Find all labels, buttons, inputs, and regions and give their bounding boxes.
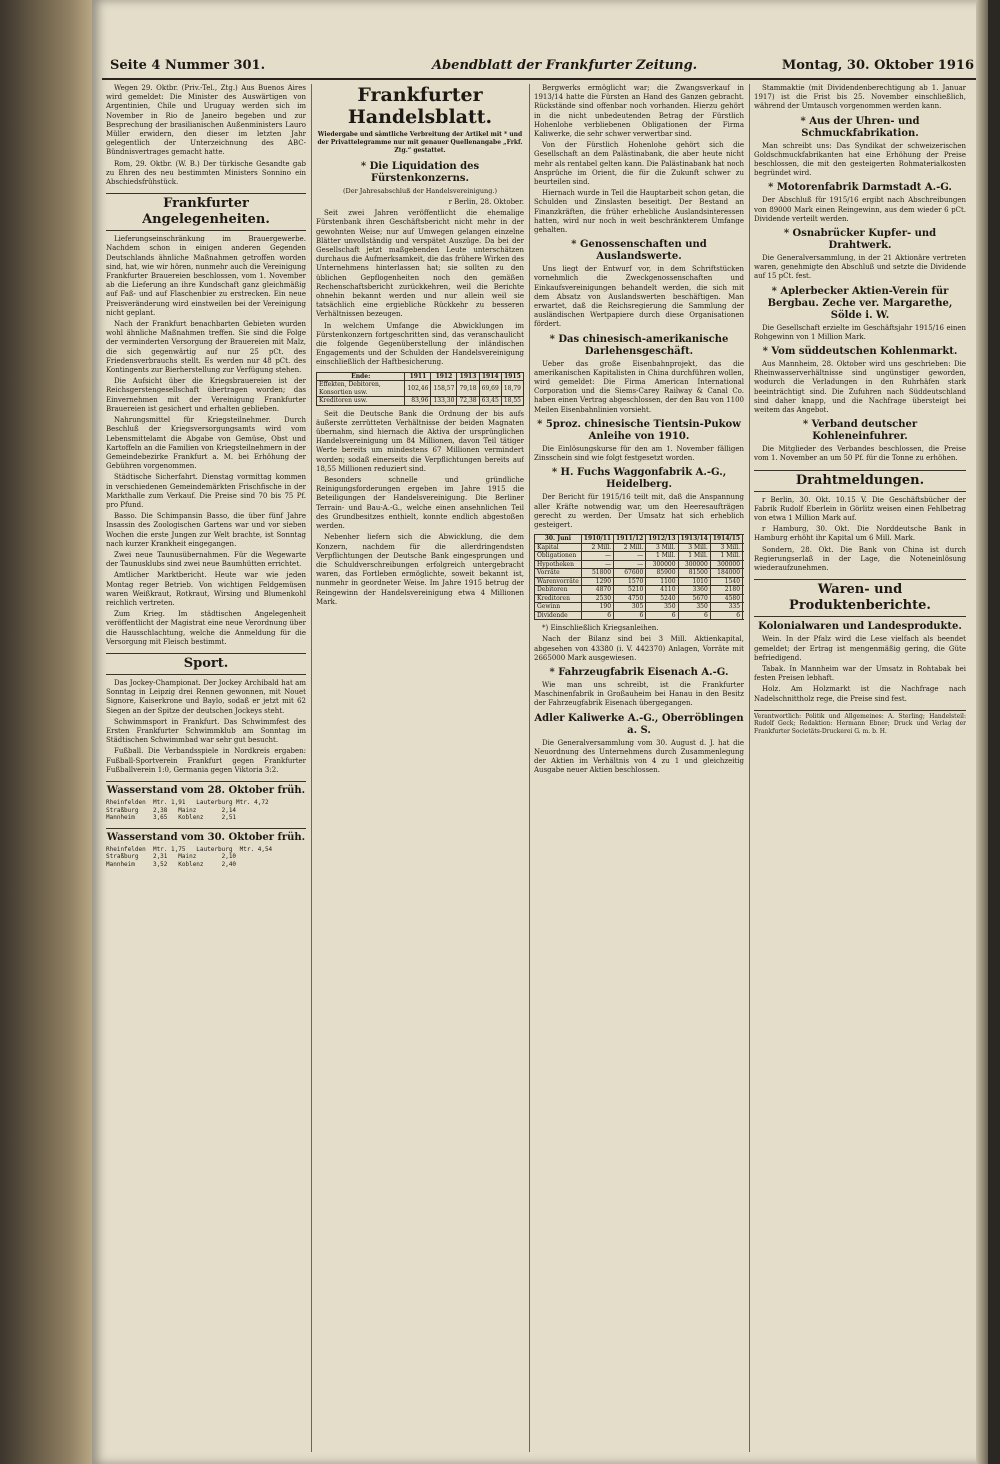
table-cell: 63,45 xyxy=(479,397,501,406)
table-row xyxy=(535,552,745,561)
article-heading: * Aplerbecker Aktien-Verein für Bergbau. Zeche ver. Margarethe, Sölde i. W. xyxy=(767,285,953,321)
article-heading: * Fahrzeugfabrik Eisenach A.-G. xyxy=(549,666,729,678)
table-cell: 5210 xyxy=(614,586,646,595)
table-cell: 2 Mill. xyxy=(614,543,646,552)
water-level-heading: Wasserstand vom 30. Oktober früh. xyxy=(106,828,306,844)
paragraph: r Berlin, 30. Okt. 10.15 V. Die Geschäftsbücher der Fabrik Rudolf Eberlein in Görlitz weisen einen Fehlbetrag von etwa 1 Million Mark auf. xyxy=(754,495,966,523)
page-edge xyxy=(976,0,988,1464)
paragraph: Ueber das große Eisenbahnprojekt, das die amerikanischen Kapitalisten in China durchführen wollen, wird gemeldet: Die Firma American International Corporation und die Siems-Carey Railway & Canal Co. haben einen Vertrag abgeschlossen, der den Bau von 1100 Meilen Eisenbahnlinien vorsieht. xyxy=(534,359,744,414)
table-cell: 3 Mill. xyxy=(646,543,678,552)
paragraph: Die Generalversammlung vom 30. August d. J. hat die Neuordnung des Unternehmens durch Zusammenlegung der Aktien im Verhältnis von 4 zu 1 und gleichzeitig Ausgabe neuer Aktien beschlossen. xyxy=(534,738,744,775)
paragraph: Seit zwei Jahren veröffentlicht die ehemalige Fürstenbank ihren Geschäftsbericht nicht mehr in der gewohnten Weise; nur auf Umwegen gelangen einzelne Blätter unvollständig und verspätet Auszüge. Da bei der Gesellschaft jetzt maßgebenden Leute unterschätzen durchaus die Aufmerksamkeit, die das frühere Wirken des Unternehmens hinterlassen hat; sie sollten zu den üblichen Gepflogenheiten noch den gemäßen Rechenschaftsbericht zurückkehren, weil die Berichte ohnehin bekannt werden und nur allein weil sie tatsächlich eine ergiebliche Rückkehr zu besseren Verhältnissen bezeugen. xyxy=(316,209,524,319)
table-cell: 1 Mill. xyxy=(646,552,678,561)
paragraph: Der Abschluß für 1915/16 ergibt nach Abschreibungen von 89000 Mark einen Reingewinn, aus dem wieder 6 pCt. Dividende verteilt werden. xyxy=(754,196,966,223)
paragraph: Städtische Sicherfahrt. Dienstag vormittag kommen in verschiedenen Gemeindemärkten Frischfische in der Markthalle zum Verkauf. Die Preise sind 70 bis 75 Pf. pro Pfund. xyxy=(106,473,306,509)
table-cell xyxy=(743,543,744,552)
table-cell: 300000 xyxy=(678,560,710,569)
column-rule xyxy=(529,84,530,1452)
table-header-cell: 1913/14 xyxy=(678,535,710,544)
column-rule xyxy=(311,84,312,1452)
table-cell xyxy=(743,552,744,561)
paragraph: Holz. Am Holzmarkt ist die Nachfrage nach Nadelschnittholz rege, die Preise sind fest. xyxy=(754,685,966,703)
table-cell: 2 Mill. xyxy=(581,543,613,552)
article-heading: * Osnabrücker Kupfer- und Drahtwerk. xyxy=(783,228,937,252)
table-cell: 18,55 xyxy=(501,397,523,406)
table-cell: 102,46 xyxy=(405,381,431,397)
section-heading-drahtmeldungen: Drahtmeldungen. xyxy=(754,470,966,492)
table-row xyxy=(317,381,524,397)
paragraph: Nach der Frankfurt benachbarten Gebieten wurden wohl ähnliche Maßnahmen treffen. Sie sind die Folge der verminderten Versorgung der Brauereien mit Malz, die sich gegenwärtig auf nur 25 pCt. des Friedensverbrauchs stellt. Es werden nur 48 pCt. des Kontingents zur Bierherstellung zur Verfügung stehen. xyxy=(106,320,306,375)
table-cell: 18,79 xyxy=(501,381,523,397)
handelsblatt-subtitle: Wiedergabe und sämtliche Verbreitung der Artikel mit * und der Privattelegramme nur mit genauer Quellenangabe „Frkf. Ztg.“ gestattet. xyxy=(317,131,523,154)
table-cell: 4110 xyxy=(646,586,678,595)
column-2 xyxy=(316,84,524,1452)
table-cell: 4580 xyxy=(710,594,742,603)
newspaper-page xyxy=(92,0,988,1464)
table-cell: 2530 xyxy=(581,594,613,603)
table-cell: 72,38 xyxy=(457,397,479,406)
article-heading: * Die Liquidation des Fürstenkonzerns. xyxy=(360,161,480,184)
header-page-number: Seite 4 Nummer 301. xyxy=(110,58,266,73)
table-row xyxy=(535,560,745,569)
article-heading: * H. Fuchs Waggonfabrik A.-G., Heidelberg. xyxy=(551,467,727,491)
paragraph: Zum Krieg. Im städtischen Angelegenheit veröffentlicht der Magistrat eine neue Verordnung über die Hausschlachtung, welche die Anmeldung für die Versorgung mit Fleisch bestimmt. xyxy=(106,610,306,646)
article-heading: * Genossenschaften und Auslandswerte. xyxy=(571,239,707,263)
paragraph: Wein. In der Pfalz wird die Lese vielfach als beendet gemeldet; der Ertrag ist mengenmäßig gering, die Güte befriedigend. xyxy=(754,635,966,662)
table-cell: 85900 xyxy=(646,569,678,578)
table-cell: 190 xyxy=(581,603,613,612)
paragraph: Man schreibt uns: Das Syndikat der schweizerischen Goldschmuckfabrikanten hat eine Erhöhung der Preise beschlossen, die mit den gesteigerten Rohmaterialkosten begründet wird. xyxy=(754,141,966,178)
table-cell: Warenvorräte xyxy=(535,577,582,586)
table-cell: 300000 xyxy=(710,560,742,569)
header-date: Montag, 30. Oktober 1916 xyxy=(781,58,974,73)
table-cell: Obligationen xyxy=(535,552,582,561)
article-subheading: (Der Jahresabschluß der Handelsvereinigung.) xyxy=(342,187,498,195)
table-header-cell: 1914 xyxy=(479,372,501,381)
table-cell: 6 xyxy=(710,611,742,620)
table-cell xyxy=(743,560,744,569)
table-cell: Debitoren xyxy=(535,586,582,595)
imprint: Verantwortlich: Politik und Allgemeines: A. Sterling; Handelsteil: Rudolf Geck; Redaktion: Hermann Ebner; Druck und Verlag der Frankfurter Societäts-Druckerei G. m. b. H. xyxy=(754,710,966,736)
table-row xyxy=(317,397,524,406)
paragraph: Nahrungsmittel für Kriegsteilnehmer. Durch Beschluß der Kriegsversorgungsamts wird vom Lebensmittelamt die Abgabe von Gemüse, Obst und Kartoffeln an die Familien von Kriegsteilnehmern in der Gemeindebezirke Frankfurt a. M. bei Erhöhung der Gebühren vorgenommen. xyxy=(106,416,306,471)
table-cell: 350 xyxy=(678,603,710,612)
paragraph: Die Generalversammlung, in der 21 Aktionäre vertreten waren, genehmigte den Abschluß und setzte die Dividende auf 15 pCt. fest. xyxy=(754,254,966,281)
table-header-cell: 30. Juni xyxy=(535,535,582,544)
section-heading-waren: Waren- und Produktenberichte. xyxy=(754,579,966,617)
dateline: r Berlin, 28. Oktober. xyxy=(448,198,524,206)
table-cell: 3360 xyxy=(678,586,710,595)
article-heading: Kolonialwaren und Landesprodukte. xyxy=(758,621,962,633)
handelsblatt-title: Frankfurter Handelsblatt. xyxy=(347,84,493,128)
paragraph: Stammaktie (mit Dividendenberechtigung ab 1. Januar 1917) ist die Frist bis 25. November einschließlich, während der Umtausch vorgenommen werden kann. xyxy=(754,84,966,111)
paragraph: Lieferungseinschränkung im Brauergewerbe. Nachdem schon in einigen anderen Gegenden Deutschlands ähnliche Maßnahmen getroffen worden sind, hat, wie wir hören, nunmehr auch die Vereinigung Frankfurter Brauereien beschlossen, vom 1. November ab die Lieferung an ihre Kundschaft ganz gleichmäßig auf Faß- und auf Flaschenbier zu erstrecken. Ein neue Preisveränderung wird einstweilen bei der Vereinigung nicht geplant. xyxy=(106,235,306,317)
table-cell: Gewinn xyxy=(535,603,582,612)
liquidation-table xyxy=(316,372,524,406)
table-cell: — xyxy=(581,552,613,561)
section-heading-frankfurt: Frankfurter Angelegenheiten. xyxy=(106,193,306,231)
table-cell: 51800 xyxy=(581,569,613,578)
table-cell: 1 Mill. xyxy=(678,552,710,561)
article-heading: * Das chinesisch-amerikanische Darlehensgeschäft. xyxy=(549,333,729,357)
table-cell: 4870 xyxy=(581,586,613,595)
paragraph: r Hamburg, 30. Okt. Die Norddeutsche Bank in Hamburg erhöht ihr Kapital um 6 Mill. Mark. xyxy=(754,525,966,543)
paragraph: Besonders schnelle und gründliche Reinigungsforderungen ergeben im Jahre 1915 die Beteiligungen der Handelsvereinigung. Die Berliner Terrain- und Bau-A.-G., welche einen ansehnlichen Teil des Grundbesitzes enthielt, konnte endlich abgestoßen werden. xyxy=(316,476,524,531)
paragraph: Wegen 29. Oktbr. (Priv.-Tel., Ztg.) Aus Buenos Aires wird gemeldet: Die Minister des Auswärtigen von Argentinien, Chile und Uruguay werden sich im November in Rio de Janeiro begeben und zur Besprechung der brasilianischen Außenministers Lauro Müller erwidern, den dieser im letzten Jahr gelegentlich der Unterzeichnung des ABC-Bündnisvertrages gemacht hatte. xyxy=(106,84,306,157)
table-row xyxy=(535,586,745,595)
paragraph: Die Einlösungskurse für den am 1. November fälligen Zinsschein sind wie folgt festgesetzt worden. xyxy=(534,444,744,463)
table-cell: 6 xyxy=(614,611,646,620)
table-cell: Kreditoren usw. xyxy=(317,397,405,406)
table-cell: 335 xyxy=(710,603,742,612)
paragraph: In welchem Umfange die Abwicklungen im Fürstenkonzern fortgeschritten sind, das veranschaulicht die folgende Gegenüberstellung der inländischen Engagements und der Schulden der Handelsvereinigung einschließlich der Haftbesicherung. xyxy=(316,321,524,367)
table-cell: 79,18 xyxy=(457,381,479,397)
table-header-cell: Ende: xyxy=(317,372,405,381)
paragraph: Von der Fürstlich Hohenlohe gehört sich die Gesellschaft an dem Palästinabank, die aber heute nicht mehr als rentabel gelten kann. Die Palästinabank hat noch Ansprüche im Orient, die für die Zukunft schwer zu beurteilen sind. xyxy=(534,141,744,187)
paragraph: Zwei neue Taunusübernahmen. Für die Wegewarte der Taunusklubs sind zwei neue Baumhütten errichtet. xyxy=(106,550,306,569)
table-row xyxy=(535,594,745,603)
table-cell xyxy=(743,594,744,603)
table-cell: 69,69 xyxy=(479,381,501,397)
paragraph: Nebenher liefern sich die Abwicklung, die dem Konzern, nachdem für die allerdringendsten Verpflichtungen der Deutsche Bank eingesprungen und die Schuldverschreibungen erfolgreich untergebracht waren, das Fortleben ermöglichte, soweit bekannt ist, nunmehr in geordneter Weise. Im Jahre 1915 betrug der Reingewinn der Handelsvereinigung etwa 4 Millionen Mark. xyxy=(316,533,524,606)
table-cell: 4750 xyxy=(614,594,646,603)
section-heading-sport: Sport. xyxy=(106,653,306,675)
water-level-table: Rheinfelden Mtr. 1,91 Lauterburg Mtr. 4,72 Straßburg 2,38 Mainz 2,14 Mannheim 3,65 Koblenz 2,51 xyxy=(106,799,269,821)
table-footnote: *) Einschließlich Kriegsanleihen. xyxy=(542,624,659,633)
table-cell: 3 Mill. xyxy=(710,543,742,552)
table-cell: Vorräte xyxy=(535,569,582,578)
paragraph: Die Aufsicht über die Kriegsbrauereien ist der Reichsgerstengesellschaft übertragen worden; das Einvernehmen mit der Vereinigung Frankfurter Brauereien ist gesichert und erhalten geblieben. xyxy=(106,377,306,413)
paragraph: Tabak. In Mannheim war der Umsatz in Rohtabak bei festen Preisen lebhaft. xyxy=(754,664,966,683)
table-cell xyxy=(743,569,744,578)
paragraph: Basso. Die Schimpansin Basso, die über fünf Jahre Insassin des Zoologischen Gartens war und vor sieben Wochen die erste Jungen zur Welt brachte, ist Sonntag nach kurzer Krankheit eingegangen. xyxy=(106,512,306,548)
article-heading: Adler Kaliwerke A.-G., Oberröblingen a. S. xyxy=(534,712,744,736)
table-cell: Dividende xyxy=(535,611,582,620)
table-header-cell: 1911/12 xyxy=(614,535,646,544)
column-rule xyxy=(749,84,750,1452)
table-header-cell: 1910/11 xyxy=(581,535,613,544)
table-header-cell: 1911 xyxy=(405,372,431,381)
paragraph: Hiernach wurde in Teil die Hauptarbeit schon getan, die Schulden und Zinslasten beseitigt. Der Bestand an Finanzkräften, die früher erhebliche Auslandsinteressen hatten, wird nur noch in weit beschränkterem Umfange gehalten. xyxy=(534,189,744,235)
table-cell: 67600 xyxy=(614,569,646,578)
table-cell: 83,96 xyxy=(405,397,431,406)
article-heading: * Verband deutscher Kohleneinfuhrer. xyxy=(802,419,918,443)
article-heading: * Motorenfabrik Darmstadt A.-G. xyxy=(768,182,952,194)
table-cell: — xyxy=(614,560,646,569)
paragraph: Seit die Deutsche Bank die Ordnung der bis aufs äußerste zerrütteten Verhältnisse der beiden Magnaten übernahm, sind hiernach die Aktiva der ursprünglichen Handelsvereinigung um 84 Millionen, davon Teil tätiger Werte bereits um mindestens 67 Millionen vermindert worden; sodaß einerseits die Verpflichtungen bereits auf 18,55 Millionen reduziert sind. xyxy=(316,409,524,473)
table-header-cell: 1915 xyxy=(501,372,523,381)
article-heading: * 5proz. chinesische Tientsin-Pukow Anleihe von 1910. xyxy=(537,418,741,442)
paragraph: Das Jockey-Championat. Der Jockey Archibald hat am Sonntag in Leipzig drei Rennen gewonnen, mit Nouet Signore, Kaiserkrone und Baylo, sodaß er jetzt mit 62 Siegen an der Spitze der deutschen Jockeys steht. xyxy=(106,678,306,715)
table-cell: 184000 xyxy=(710,569,742,578)
article-heading: * Aus der Uhren- und Schmuckfabrikation. xyxy=(800,115,920,139)
paragraph: Uns liegt der Entwurf vor, in dem Schriftstücken vornehmlich die Zweckgenossenschaften und Einkaufsvereinigungen behandelt werden, die sich mit dem Absatz von Auslandswerten beschäftigen. Man erwartet, daß die Reichsregierung die Sammlung der ausländischen Wertpapiere durch diese Organisationen fördert. xyxy=(534,265,744,329)
paragraph: Die Mitglieder des Verbandes beschlossen, die Preise vom 1. November an um 50 Pf. für die Tonne zu erhöhen. xyxy=(754,445,966,463)
table-cell xyxy=(743,603,744,612)
column-4 xyxy=(754,84,966,1452)
book-binding xyxy=(0,0,92,1464)
table-header-cell: 1912/13 xyxy=(646,535,678,544)
table-row xyxy=(535,577,745,586)
table-cell: Effekten, Debitoren, Konsortien usw. xyxy=(317,381,405,397)
table-cell: — xyxy=(614,552,646,561)
table-cell: 2180 xyxy=(710,586,742,595)
paragraph: Sondern, 28. Okt. Die Bank von China ist durch Regierungserlaß in der Lage, die Noteneinlösung wiederaufzunehmen. xyxy=(754,545,966,573)
table-cell xyxy=(743,611,744,620)
paragraph: Amtlicher Marktbericht. Heute war wie jeden Montag reger Betrieb. Von wichtigen Feldgemüsen waren Weißkraut, Rotkraut, Wirsing und Blumenkohl reichlich vertreten. xyxy=(106,571,306,607)
table-cell: Hypotheken xyxy=(535,560,582,569)
paragraph: Schwimmsport in Frankfurt. Das Schwimmfest des Ersten Frankfurter Schwimmklub am Sonntag im Städtischen Schwimmbad war sehr gut besucht. xyxy=(106,717,306,745)
table-header-cell: 1913 xyxy=(457,372,479,381)
table-cell: 158,57 xyxy=(431,381,457,397)
table-cell: — xyxy=(581,560,613,569)
paragraph: Rom, 29. Oktbr. (W. B.) Der türkische Gesandte gab zu Ehren des neu bestimmten Ministers Sonnino ein Abschiedsfrühstück. xyxy=(106,159,306,187)
table-cell: 1290 xyxy=(581,577,613,586)
table-header-cell: 1912 xyxy=(431,372,457,381)
table-row xyxy=(535,611,745,620)
water-level-table: Rheinfelden Mtr. 1,75 Lauterburg Mtr. 4,54 Straßburg 2,31 Mainz 2,10 Mannheim 3,52 Koblenz 2,40 xyxy=(106,845,273,868)
table-cell: 1010 xyxy=(678,577,710,586)
table-cell xyxy=(743,577,744,586)
table-cell: 6 xyxy=(678,611,710,620)
table-cell: 350 xyxy=(646,603,678,612)
article-heading: * Vom süddeutschen Kohlenmarkt. xyxy=(762,346,958,358)
table-cell: 3 Mill. xyxy=(678,543,710,552)
header-masthead: Abendblatt der Frankfurter Zeitung. xyxy=(432,58,698,73)
table-cell: 5240 xyxy=(646,594,678,603)
table-header-cell xyxy=(743,535,744,544)
water-level-heading: Wasserstand vom 28. Oktober früh. xyxy=(106,781,306,797)
table-cell: 305 xyxy=(614,603,646,612)
table-cell: Kapital xyxy=(535,543,582,552)
fuchs-table xyxy=(534,534,744,620)
table-cell: 6 xyxy=(646,611,678,620)
paragraph: Die Gesellschaft erzielte im Geschäftsjahr 1915/16 einen Rohgewinn von 1 Million Mark. xyxy=(754,323,966,341)
page-header xyxy=(102,58,978,80)
paragraph: Nach der Bilanz sind bei 3 Mill. Aktienkapital, abgesehen von 43380 (i. V. 442370) Anlagen, Vorräte mit 2665000 Mark ausgewiesen. xyxy=(534,635,744,662)
column-1 xyxy=(106,84,306,1452)
paragraph: Der Bericht für 1915/16 teilt mit, daß die Anspannung aller Kräfte notwendig war, um den Heeresaufträgen gerecht zu werden. Der Umsatz hat sich erheblich gesteigert. xyxy=(534,493,744,529)
table-cell: Kreditoren xyxy=(535,594,582,603)
column-3 xyxy=(534,84,744,1452)
table-header-cell: 1914/15 xyxy=(710,535,742,544)
paragraph: Bergwerks ermöglicht war; die Zwangsverkauf in 1913/14 hatte die Fürsten an Hand des Ganzen gebracht. Rückstände sind offenbar noch vorhanden. Hierzu gehört in die nicht unbedeutenden Betrag der Fürstlich Hohenlohe verbliebenen Obligationen der Firma Kaliwerke, die sehr schwer verwertbar sind. xyxy=(534,84,744,139)
table-row xyxy=(535,569,745,578)
table-cell: 81500 xyxy=(678,569,710,578)
table-cell: 1 Mill. xyxy=(710,552,742,561)
table-cell: 5670 xyxy=(678,594,710,603)
table-cell xyxy=(743,586,744,595)
table-cell: 1540 xyxy=(710,577,742,586)
paragraph: Wie man uns schreibt, ist die Frankfurter Maschinenfabrik in Großauheim bei Hanau in den Besitz der Fahrzeugfabrik Eisenach übergegangen. xyxy=(534,680,744,708)
table-cell: 6 xyxy=(581,611,613,620)
table-cell: 1100 xyxy=(646,577,678,586)
table-row xyxy=(535,603,745,612)
table-cell: 133,30 xyxy=(431,397,457,406)
table-cell: 1570 xyxy=(614,577,646,586)
table-row xyxy=(535,543,745,552)
table-cell: 300000 xyxy=(646,560,678,569)
paragraph: Fußball. Die Verbandsspiele in Nordkreis ergaben: Fußball-Sportverein Frankfurt gegen Frankfurter Fußballverein 1:0, Germania gegen Viktoria 3:2. xyxy=(106,747,306,774)
paragraph: Aus Mannheim, 28. Oktober wird uns geschrieben: Die Rheinwasserverhältnisse sind ungünstiger geworden, wodurch die Verladungen in den Ruhrhäfen stark beeinträchtigt sind. Die Zufuhren nach Süddeutschland sind daher knapp, und die Nachfrage übersteigt bei weitem das Angebot. xyxy=(754,360,966,415)
